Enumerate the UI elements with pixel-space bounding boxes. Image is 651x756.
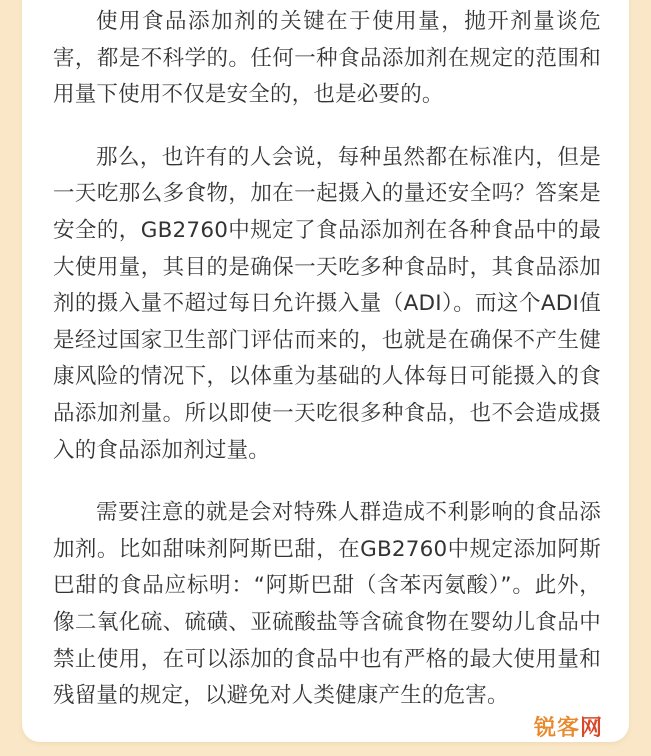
watermark-brand: 锐客	[533, 716, 580, 741]
watermark-suffix: 网	[579, 716, 603, 741]
paragraph-special-groups: 需要注意的就是会对特殊人群造成不利影响的食品添加剂。比如甜味剂阿斯巴甜，在GB2760中规定添加阿斯巴甜的食品应标明：“阿斯巴甜（含苯丙氨酸）”。此外，像二氧化硫、硫磺、亚硫酸盐等含硫食物在婴幼儿食品中禁止使用，在可以添加的食品中也有严格的最大使用量和残留量的规定，以避免对人类健康产生的危害。	[53, 500, 601, 709]
paragraph-usage-amount: 使用食品添加剂的关键在于使用量，抛开剂量谈危害，都是不科学的。任何一种食品添加剂在规定的范围和用量下使用不仅是安全的，也是必要的。	[53, 9, 601, 108]
paragraph-adi-safety: 那么，也许有的人会说，每种虽然都在标准内，但是一天吃那么多食物，加在一起摄入的量还安全吗？答案是安全的，GB2760中规定了食品添加剂在各种食品中的最大使用量，其目的是确保一天吃多种食品时，其食品添加剂的摄入量不超过每日允许摄入量（ADI）。而这个ADI值是经过国家卫生部门评估而来的，也就是在确保不产生健康风险的情况下，以体重为基础的人体每日可能摄入的食品添加剂量。所以即使一天吃很多种食品，也不会造成摄入的食品添加剂过量。	[53, 144, 601, 463]
watermark-logo	[534, 711, 603, 742]
article-body	[53, 4, 601, 741]
